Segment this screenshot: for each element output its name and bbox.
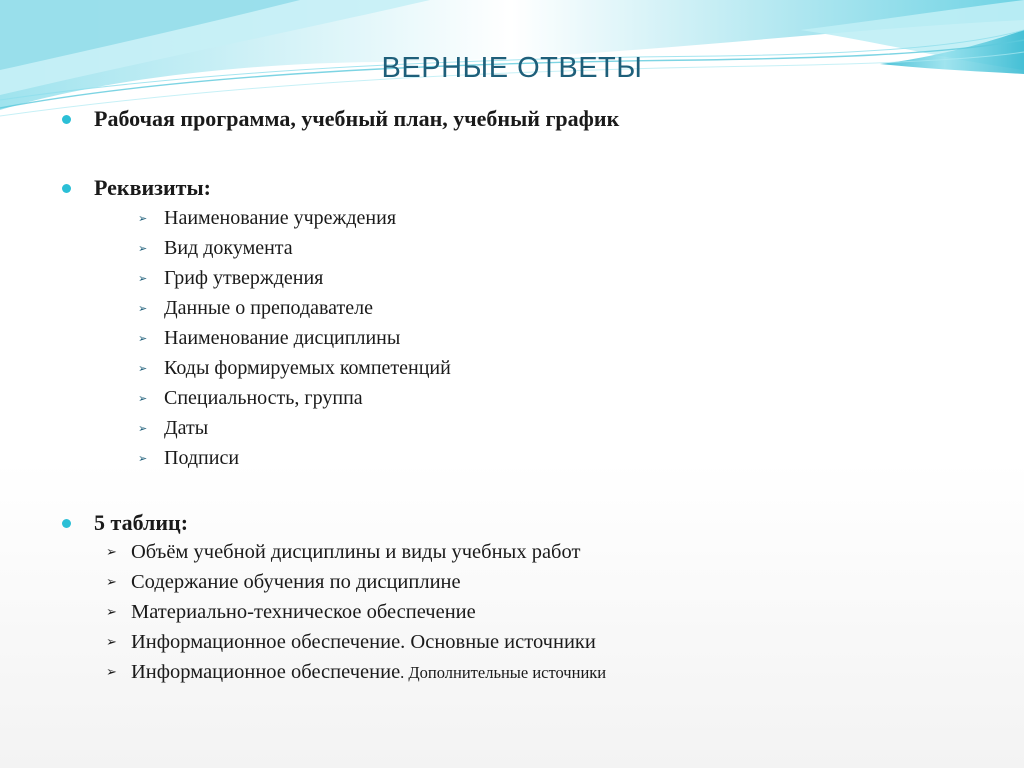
list-item-text <box>131 661 606 684</box>
list-item <box>138 447 239 470</box>
list-item <box>138 207 396 230</box>
bullet-label: Рабочая программа, учебный план, учебный график <box>94 106 620 131</box>
list-item-text: Даты <box>164 417 209 439</box>
list-item-text: Специальность, группа <box>164 387 363 409</box>
list-item <box>106 571 461 594</box>
list-item-text: Данные о преподавателе <box>164 297 374 319</box>
list-item-text: Гриф утверждения <box>164 267 324 289</box>
list-item-text: Материально-техническое обеспечение <box>131 601 476 623</box>
arrowhead-right-icon: ➢ <box>138 452 148 465</box>
arrowhead-right-icon: ➢ <box>138 362 148 375</box>
bullet-label: Реквизиты: <box>94 175 211 200</box>
list-item <box>138 387 363 410</box>
arrowhead-right-icon: ➢ <box>106 545 117 560</box>
bullet-tables <box>62 510 188 536</box>
arrowhead-right-icon: ➢ <box>138 422 148 435</box>
bullet-programs <box>62 106 619 132</box>
arrowhead-right-icon: ➢ <box>138 212 148 225</box>
bullet-label: 5 таблиц: <box>94 510 189 535</box>
list-item-text: Коды формируемых компетенций <box>164 357 451 379</box>
list-item <box>106 661 606 684</box>
bullet-requisites <box>62 175 211 201</box>
list-item <box>138 297 373 320</box>
list-item <box>106 631 596 654</box>
list-item <box>138 417 208 440</box>
bullet-dot-icon <box>62 115 71 124</box>
list-item-text: Наименование дисциплины <box>164 327 401 349</box>
list-item <box>138 327 400 350</box>
arrowhead-right-icon: ➢ <box>106 575 117 590</box>
list-item-text: Наименование учреждения <box>164 207 397 229</box>
list-item <box>138 357 451 380</box>
list-item <box>106 541 580 564</box>
list-item <box>106 601 476 624</box>
bullet-dot-icon <box>62 184 71 193</box>
bullet-dot-icon <box>62 519 71 528</box>
list-item <box>138 237 293 260</box>
list-item-text-small: . Дополнительные источники <box>400 663 607 682</box>
arrowhead-right-icon: ➢ <box>138 332 148 345</box>
arrowhead-right-icon: ➢ <box>106 665 117 680</box>
list-item-text: Вид документа <box>164 237 293 259</box>
arrowhead-right-icon: ➢ <box>138 392 148 405</box>
arrowhead-right-icon: ➢ <box>138 242 148 255</box>
arrowhead-right-icon: ➢ <box>106 605 117 620</box>
list-item <box>138 267 323 290</box>
list-item-text: Информационное обеспечение. Основные источники <box>131 631 596 653</box>
list-item-text: Содержание обучения по дисциплине <box>131 571 461 593</box>
arrowhead-right-icon: ➢ <box>106 635 117 650</box>
slide-title: ВЕРНЫЕ ОТВЕТЫ <box>381 52 643 84</box>
list-item-text: Подписи <box>164 447 240 469</box>
arrowhead-right-icon: ➢ <box>138 302 148 315</box>
list-item-text-main: Информационное обеспечение <box>131 661 401 683</box>
arrowhead-right-icon: ➢ <box>138 272 148 285</box>
list-item-text: Объём учебной дисциплины и виды учебных работ <box>131 541 581 563</box>
